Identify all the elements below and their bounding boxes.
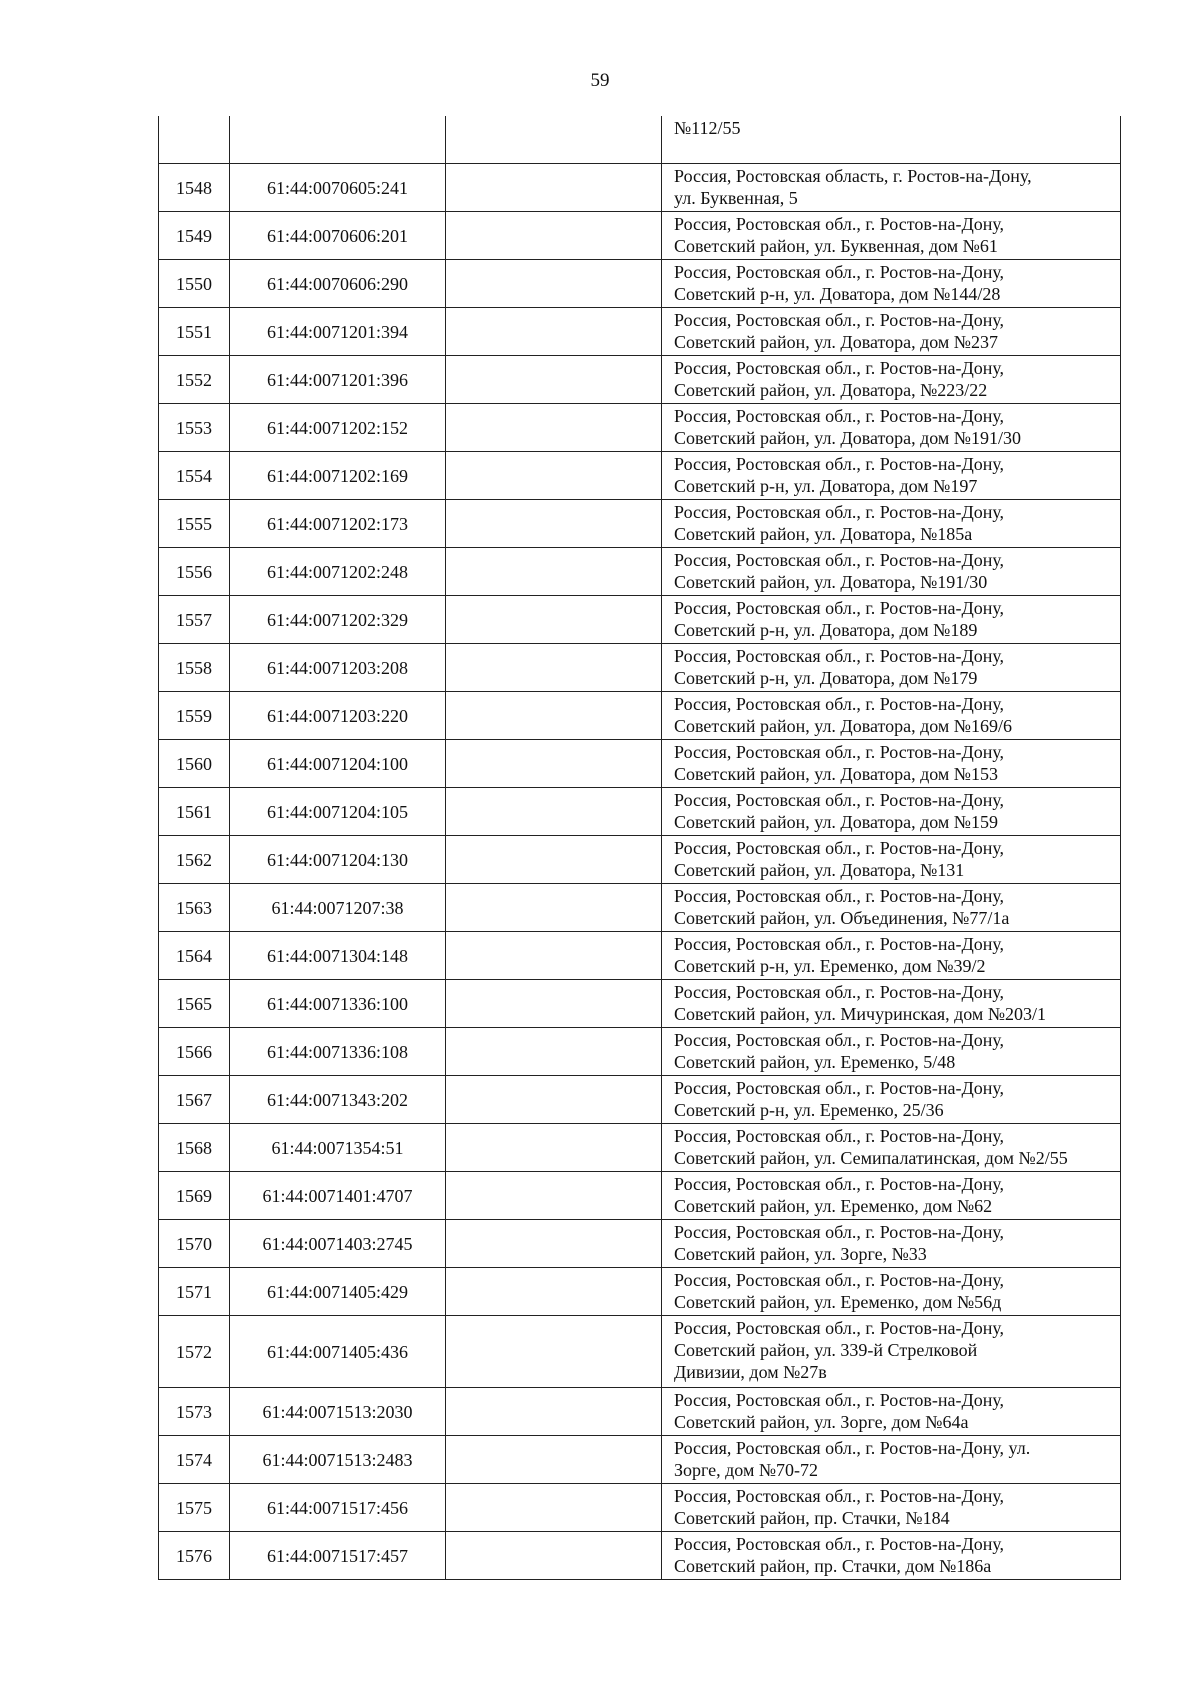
table-row [159,404,1121,452]
cadastral-number-cell: 61:44:0071336:100 [230,980,446,1028]
cadastral-number-cell: 61:44:0071517:457 [230,1532,446,1580]
empty-cell [446,116,662,164]
row-number-cell: 1560 [159,740,230,788]
empty-cell [446,308,662,356]
empty-cell [446,692,662,740]
address-cell: Россия, Ростовская обл., г. Ростов-на-Дону, Советский район, пр. Стачки, дом №186а [662,1532,1121,1580]
table-row [159,596,1121,644]
address-cell: Россия, Ростовская обл., г. Ростов-на-Дону, Советский район, ул. Еременко, 5/48 [662,1028,1121,1076]
address-cell: Россия, Ростовская область, г. Ростов-на-Дону, ул. Буквенная, 5 [662,164,1121,212]
address-cell: Россия, Ростовская обл., г. Ростов-на-Дону, Советский район, ул. Доватора, дом №169/6 [662,692,1121,740]
address-cell: Россия, Ростовская обл., г. Ростов-на-Дону, Советский р-н, ул. Еременко, дом №39/2 [662,932,1121,980]
address-cell: Россия, Ростовская обл., г. Ростов-на-Дону, Советский район, ул. Объединения, №77/1а [662,884,1121,932]
empty-cell [446,1388,662,1436]
empty-cell [446,260,662,308]
empty-cell [446,1172,662,1220]
cadastral-number-cell: 61:44:0071207:38 [230,884,446,932]
address-cell: №112/55 [662,116,1121,164]
table-row [159,1436,1121,1484]
table-row [159,980,1121,1028]
cadastral-number-cell: 61:44:0071204:105 [230,788,446,836]
cadastral-number-cell: 61:44:0071304:148 [230,932,446,980]
empty-cell [446,980,662,1028]
table-row [159,692,1121,740]
empty-cell [446,884,662,932]
row-number-cell: 1557 [159,596,230,644]
empty-cell [446,1268,662,1316]
table-row [159,308,1121,356]
address-cell: Россия, Ростовская обл., г. Ростов-на-Дону, Советский район, ул. Мичуринская, дом №203/1 [662,980,1121,1028]
table-row [159,212,1121,260]
row-number-cell: 1548 [159,164,230,212]
cadastral-number-cell: 61:44:0071405:429 [230,1268,446,1316]
empty-cell [446,548,662,596]
row-number-cell: 1550 [159,260,230,308]
row-number-cell: 1567 [159,1076,230,1124]
empty-cell [446,740,662,788]
address-cell: Россия, Ростовская обл., г. Ростов-на-Дону, Советский район, ул. Еременко, дом №56д [662,1268,1121,1316]
table-row [159,740,1121,788]
row-number-cell: 1554 [159,452,230,500]
empty-cell [446,596,662,644]
row-number-cell: 1553 [159,404,230,452]
empty-cell [446,452,662,500]
cadastral-number-cell: 61:44:0071513:2030 [230,1388,446,1436]
row-number-cell: 1570 [159,1220,230,1268]
address-cell: Россия, Ростовская обл., г. Ростов-на-Дону, Советский район, ул. Доватора, дом №237 [662,308,1121,356]
row-number-cell: 1573 [159,1388,230,1436]
address-cell: Россия, Ростовская обл., г. Ростов-на-Дону, Советский район, ул. Еременко, дом №62 [662,1172,1121,1220]
cadastral-number-cell: 61:44:0071204:130 [230,836,446,884]
address-cell: Россия, Ростовская обл., г. Ростов-на-Дону, Советский р-н, ул. Еременко, 25/36 [662,1076,1121,1124]
cadastral-number-cell [230,116,446,164]
table-row [159,1220,1121,1268]
row-number-cell: 1549 [159,212,230,260]
empty-cell [446,164,662,212]
table-row [159,1484,1121,1532]
table-row [159,1388,1121,1436]
table-row [159,932,1121,980]
row-number-cell: 1558 [159,644,230,692]
table-row [159,452,1121,500]
row-number-cell: 1551 [159,308,230,356]
table-row [159,884,1121,932]
address-cell: Россия, Ростовская обл., г. Ростов-на-Дону, Советский р-н, ул. Доватора, дом №189 [662,596,1121,644]
table-row [159,164,1121,212]
empty-cell [446,788,662,836]
row-number-cell: 1559 [159,692,230,740]
table-row [159,1268,1121,1316]
row-number-cell: 1555 [159,500,230,548]
table-row [159,1532,1121,1580]
table-row [159,1316,1121,1388]
table-row [159,356,1121,404]
cadastral-number-cell: 61:44:0071354:51 [230,1124,446,1172]
table-row [159,1172,1121,1220]
table-row [159,548,1121,596]
address-cell: Россия, Ростовская обл., г. Ростов-на-Дону, Советский район, ул. Буквенная, дом №61 [662,212,1121,260]
address-cell: Россия, Ростовская обл., г. Ростов-на-Дону, Советский район, ул. Доватора, дом №191/30 [662,404,1121,452]
cadastral-number-cell: 61:44:0070606:290 [230,260,446,308]
empty-cell [446,644,662,692]
address-cell: Россия, Ростовская обл., г. Ростов-на-Дону, Советский район, ул. 339-й Стрелковой Дивизии, дом №27в [662,1316,1121,1388]
table-row [159,1028,1121,1076]
table-row [159,836,1121,884]
address-cell: Россия, Ростовская обл., г. Ростов-на-Дону, Советский район, ул. Доватора, №185а [662,500,1121,548]
address-cell: Россия, Ростовская обл., г. Ростов-на-Дону, Советский район, ул. Зорге, дом №64а [662,1388,1121,1436]
address-cell: Россия, Ростовская обл., г. Ростов-на-Дону, Советский р-н, ул. Доватора, дом №197 [662,452,1121,500]
row-number-cell: 1576 [159,1532,230,1580]
empty-cell [446,932,662,980]
address-cell: Россия, Ростовская обл., г. Ростов-на-Дону, ул. Зорге, дом №70-72 [662,1436,1121,1484]
cadastral-number-cell: 61:44:0071203:208 [230,644,446,692]
row-number-cell: 1566 [159,1028,230,1076]
table-row [159,260,1121,308]
table-row [159,500,1121,548]
table-row [159,644,1121,692]
row-number-cell: 1562 [159,836,230,884]
registry-table-body [159,116,1121,1580]
cadastral-number-cell: 61:44:0071203:220 [230,692,446,740]
row-number-cell: 1574 [159,1436,230,1484]
empty-cell [446,1316,662,1388]
address-cell: Россия, Ростовская обл., г. Ростов-на-Дону, Советский район, ул. Доватора, №191/30 [662,548,1121,596]
empty-cell [446,500,662,548]
cadastral-number-cell: 61:44:0071405:436 [230,1316,446,1388]
address-cell: Россия, Ростовская обл., г. Ростов-на-Дону, Советский район, пр. Стачки, №184 [662,1484,1121,1532]
empty-cell [446,1484,662,1532]
empty-cell [446,404,662,452]
row-number-cell: 1565 [159,980,230,1028]
registry-table [158,116,1121,1580]
address-cell: Россия, Ростовская обл., г. Ростов-на-Дону, Советский район, ул. Доватора, дом №159 [662,788,1121,836]
row-number-cell: 1552 [159,356,230,404]
row-number-cell: 1563 [159,884,230,932]
cadastral-number-cell: 61:44:0071343:202 [230,1076,446,1124]
table-row [159,788,1121,836]
cadastral-number-cell: 61:44:0071336:108 [230,1028,446,1076]
cadastral-number-cell: 61:44:0071202:169 [230,452,446,500]
empty-cell [446,1028,662,1076]
address-cell: Россия, Ростовская обл., г. Ростов-на-Дону, Советский район, ул. Зорге, №33 [662,1220,1121,1268]
cadastral-number-cell: 61:44:0070605:241 [230,164,446,212]
empty-cell [446,836,662,884]
cadastral-number-cell: 61:44:0071201:396 [230,356,446,404]
cadastral-number-cell: 61:44:0071202:173 [230,500,446,548]
row-number-cell: 1569 [159,1172,230,1220]
empty-cell [446,1076,662,1124]
empty-cell [446,1220,662,1268]
cadastral-number-cell: 61:44:0071513:2483 [230,1436,446,1484]
empty-cell [446,1124,662,1172]
address-cell: Россия, Ростовская обл., г. Ростов-на-Дону, Советский район, ул. Доватора, дом №153 [662,740,1121,788]
row-number-cell: 1572 [159,1316,230,1388]
cadastral-number-cell: 61:44:0071401:4707 [230,1172,446,1220]
row-number-cell: 1561 [159,788,230,836]
row-number-cell [159,116,230,164]
cadastral-number-cell: 61:44:0071202:152 [230,404,446,452]
row-number-cell: 1575 [159,1484,230,1532]
cadastral-number-cell: 61:44:0070606:201 [230,212,446,260]
cadastral-number-cell: 61:44:0071201:394 [230,308,446,356]
cadastral-number-cell: 61:44:0071202:248 [230,548,446,596]
cadastral-number-cell: 61:44:0071204:100 [230,740,446,788]
empty-cell [446,1532,662,1580]
cadastral-number-cell: 61:44:0071517:456 [230,1484,446,1532]
table-row [159,116,1121,164]
address-cell: Россия, Ростовская обл., г. Ростов-на-Дону, Советский район, ул. Доватора, №131 [662,836,1121,884]
row-number-cell: 1556 [159,548,230,596]
address-cell: Россия, Ростовская обл., г. Ростов-на-Дону, Советский р-н, ул. Доватора, дом №144/28 [662,260,1121,308]
table-row [159,1124,1121,1172]
page-number: 59 [590,70,610,91]
row-number-cell: 1571 [159,1268,230,1316]
table-row [159,1076,1121,1124]
empty-cell [446,212,662,260]
row-number-cell: 1568 [159,1124,230,1172]
cadastral-number-cell: 61:44:0071403:2745 [230,1220,446,1268]
empty-cell [446,1436,662,1484]
address-cell: Россия, Ростовская обл., г. Ростов-на-Дону, Советский р-н, ул. Доватора, дом №179 [662,644,1121,692]
address-cell: Россия, Ростовская обл., г. Ростов-на-Дону, Советский район, ул. Доватора, №223/22 [662,356,1121,404]
empty-cell [446,356,662,404]
address-cell: Россия, Ростовская обл., г. Ростов-на-Дону, Советский район, ул. Семипалатинская, дом №2/55 [662,1124,1121,1172]
cadastral-number-cell: 61:44:0071202:329 [230,596,446,644]
row-number-cell: 1564 [159,932,230,980]
